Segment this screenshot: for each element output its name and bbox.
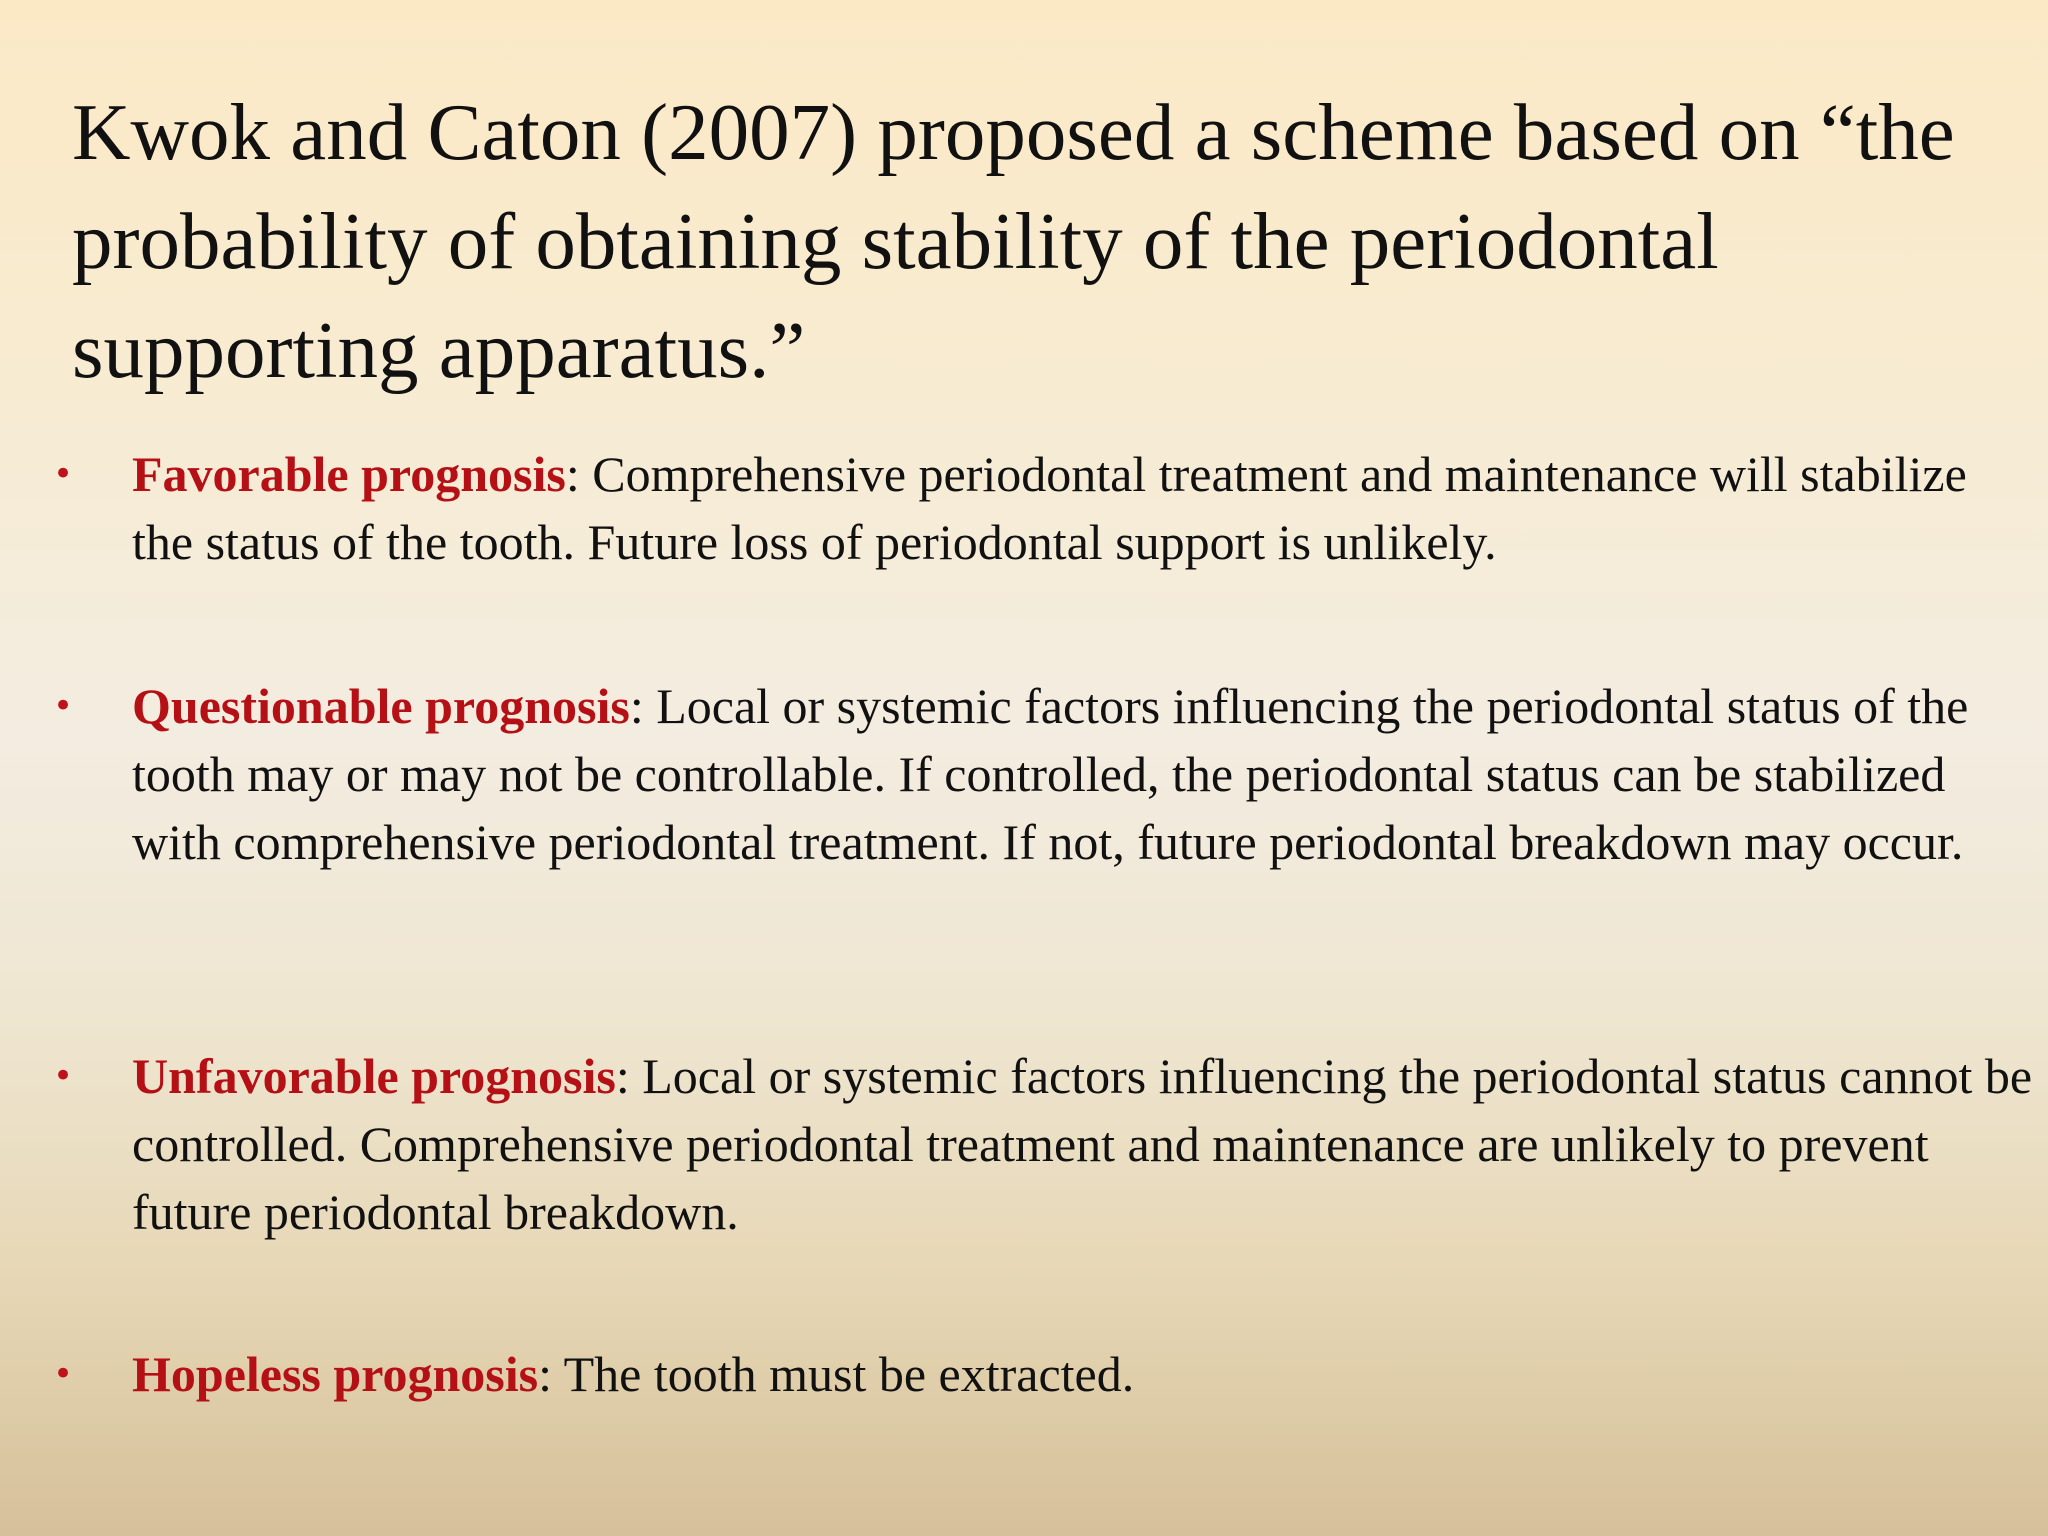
term-hopeless: Hopeless prognosis <box>132 1346 539 1402</box>
term-favorable: Favorable prognosis <box>132 446 566 502</box>
bullet-icon: • <box>53 1056 74 1096</box>
bullet-icon: • <box>53 454 74 494</box>
bullet-text <box>132 672 2038 876</box>
bullet-text <box>132 1340 2038 1408</box>
bullet-text <box>132 440 2038 576</box>
description-hopeless: : The tooth must be extracted. <box>538 1346 1135 1402</box>
description-unfavorable: : Local or systemic factors influencing the periodontal status cannot be controlled. Comprehensive periodontal treatment and maintenance are unlikely to prevent future periodontal breakdown. <box>132 1048 2033 1240</box>
description-questionable: : Local or systemic factors influencing the periodontal status of the tooth may or may not be controllable. If controlled, the periodontal status can be stabilized with comprehensive periodontal treatment. If not, future periodontal breakdown may occur. <box>132 678 1969 870</box>
slide-title: Kwok and Caton (2007) proposed a scheme based on “the probability of obtaining stability of the periodontal supporting apparatus.” <box>72 87 1955 395</box>
bullet-icon: • <box>53 1354 74 1394</box>
term-questionable: Questionable prognosis <box>132 678 630 734</box>
term-unfavorable: Unfavorable prognosis <box>132 1048 616 1104</box>
bullet-text <box>132 1042 2038 1246</box>
bullet-icon: • <box>53 686 74 726</box>
description-favorable: : Comprehensive periodontal treatment and maintenance will stabilize the status of the tooth. Future loss of periodontal support is unlikely. <box>132 446 1967 570</box>
